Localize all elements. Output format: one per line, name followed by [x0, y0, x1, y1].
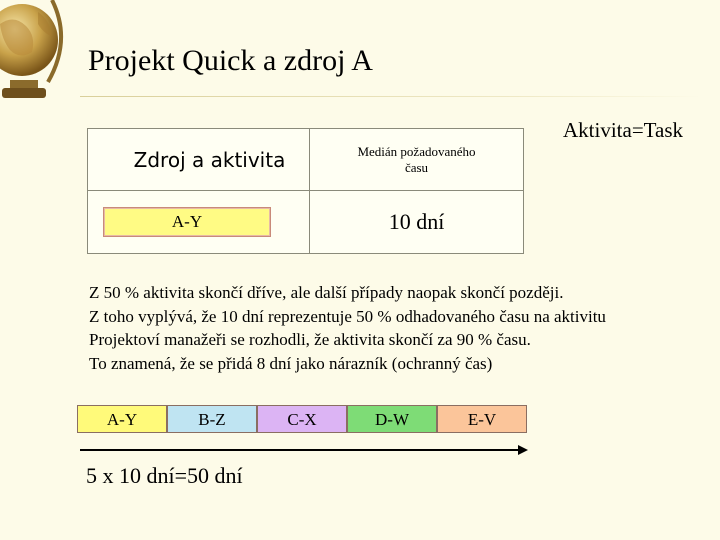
globe-icon — [0, 0, 66, 106]
header-resource-activity: Zdroj a aktivita — [88, 129, 310, 191]
duration-cell: 10 dní — [310, 191, 524, 254]
sequence-segment-a-y: A-Y — [77, 405, 167, 433]
sequence-segment-b-z: B-Z — [167, 405, 257, 433]
activity-cell — [88, 191, 310, 254]
explanation-line: Z toho vyplývá, že 10 dní reprezentuje 50 % odhadovaného času na aktivitu — [89, 306, 606, 326]
explanation-text — [89, 281, 709, 375]
activity-box: A-Y — [103, 207, 271, 237]
slide-title: Projekt Quick a zdroj A — [88, 44, 373, 77]
header-median-time — [310, 129, 524, 191]
explanation-line: Z 50 % aktivita skončí dříve, ale další případy naopak skončí později. — [89, 283, 564, 302]
sequence-segment-e-v: E-V — [437, 405, 527, 433]
sequence-segment-c-x: C-X — [257, 405, 347, 433]
resource-table — [87, 128, 524, 254]
title-divider — [80, 96, 702, 97]
timeline-arrow-head-icon — [518, 445, 528, 455]
timeline-arrow-line — [80, 449, 520, 451]
activity-sequence — [77, 405, 527, 433]
table-header-row — [88, 129, 524, 191]
explanation-line: To znamená, že se přidá 8 dní jako nárazník (ochranný čas) — [89, 353, 493, 373]
header-median-time-text: Medián požadovaného času — [357, 143, 476, 175]
sequence-segment-d-w: D-W — [347, 405, 437, 433]
explanation-line: Projektoví manažeři se rozhodli, že aktivita skončí za 90 % času. — [89, 330, 531, 349]
summary-text: 5 x 10 dní=50 dní — [86, 463, 243, 488]
table-row — [88, 191, 524, 254]
task-label: Aktivita=Task — [563, 118, 684, 142]
